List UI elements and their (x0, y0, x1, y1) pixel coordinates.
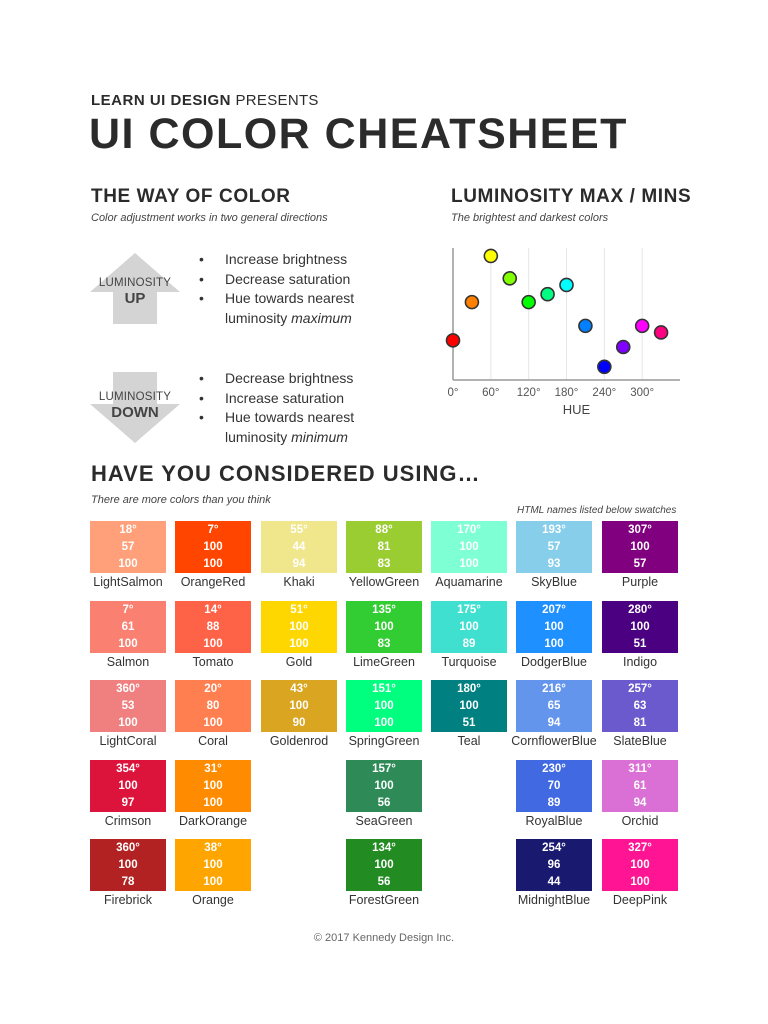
swatch-brightness: 78 (121, 876, 135, 888)
color-swatch (516, 680, 592, 732)
swatch-name: SpringGreen (348, 734, 420, 748)
swatch-name: LightSalmon (93, 575, 163, 589)
list-item: • Decrease saturation (193, 270, 354, 290)
swatch-saturation: 100 (459, 700, 479, 712)
swatch-hue: 257° (628, 683, 652, 695)
data-point (655, 326, 668, 339)
data-point (447, 334, 460, 347)
swatch-hue: 157° (372, 763, 396, 775)
swatch-brightness: 100 (118, 717, 138, 729)
swatch-brightness: 100 (203, 717, 223, 729)
luminosity-chart (430, 240, 690, 420)
swatch-saturation: 80 (206, 700, 220, 712)
swatch-saturation: 57 (547, 541, 561, 553)
swatch-name: Turquoise (441, 655, 497, 669)
swatch-saturation: 100 (118, 859, 138, 871)
swatch-hue: 360° (116, 683, 140, 695)
swatch-hue: 51° (290, 604, 308, 616)
swatch-hue: 14° (204, 604, 222, 616)
color-swatch (516, 521, 592, 573)
page-title: UI COLOR CHEATSHEET (89, 110, 628, 158)
data-point (617, 341, 630, 354)
swatch-hue: 216° (542, 683, 566, 695)
color-swatch (175, 680, 251, 732)
swatch-name: Firebrick (104, 893, 152, 907)
x-tick-label: 180° (554, 387, 579, 399)
swatch-name: Orange (192, 893, 234, 907)
swatch-saturation: 81 (377, 541, 391, 553)
color-swatch (175, 839, 251, 891)
swatch-brightness: 100 (203, 797, 223, 809)
swatch-brightness: 100 (544, 638, 564, 650)
way-of-color-heading: THE WAY OF COLOR (91, 186, 291, 207)
swatch-brightness: 100 (118, 638, 138, 650)
continuation-em: minimum (291, 428, 348, 445)
color-swatch (602, 839, 678, 891)
brand-name: LEARN UI DESIGN (91, 92, 232, 109)
swatch-brightness: 83 (377, 558, 391, 570)
swatch-name: CornflowerBlue (511, 734, 597, 748)
swatch-name: Purple (621, 575, 659, 589)
luminosity-down-big: DOWN (111, 404, 159, 421)
consider-heading: HAVE YOU CONSIDERED USING… (91, 461, 481, 486)
swatch-saturation: 100 (374, 859, 394, 871)
swatch-saturation: 100 (459, 541, 479, 553)
swatch-name: Crimson (104, 814, 152, 828)
color-swatch (346, 601, 422, 653)
way-of-color-subtitle: Color adjustment works in two general directions (91, 212, 328, 224)
list-item: • Increase saturation (193, 389, 354, 409)
swatch-saturation: 88 (206, 621, 220, 633)
color-swatch (602, 601, 678, 653)
swatch-name: OrangeRed (180, 575, 246, 589)
continuation-em: maximum (291, 309, 352, 326)
swatch-name: ForestGreen (348, 893, 420, 907)
swatch-saturation: 100 (289, 700, 309, 712)
color-swatch (90, 680, 166, 732)
x-tick-label: 0° (447, 387, 459, 399)
swatch-saturation: 100 (289, 621, 309, 633)
continuation-prefix: luminosity (225, 309, 292, 326)
swatch-brightness: 57 (633, 558, 647, 570)
swatch-saturation: 100 (203, 780, 223, 792)
luminosity-up-list (193, 250, 354, 328)
swatch-saturation: 65 (547, 700, 561, 712)
color-swatch (346, 680, 422, 732)
html-names-note: HTML names listed below swatches (517, 505, 677, 516)
swatch-brightness: 100 (374, 717, 394, 729)
swatch-hue: 7° (207, 524, 219, 536)
swatch-brightness: 51 (633, 638, 647, 650)
swatch-brightness: 94 (633, 797, 647, 809)
swatch-saturation: 57 (121, 541, 135, 553)
x-tick-label: 120° (516, 387, 541, 399)
swatch-name: Aquamarine (435, 575, 503, 589)
x-tick-label: 300° (630, 387, 655, 399)
color-swatch (346, 839, 422, 891)
color-swatch (602, 680, 678, 732)
color-swatch (431, 601, 507, 653)
list-item-continuation (193, 309, 354, 329)
color-swatch (261, 521, 337, 573)
color-swatch (516, 839, 592, 891)
swatch-name: RoyalBlue (525, 814, 583, 828)
swatch-hue: 88° (375, 524, 393, 536)
luminosity-subtitle: The brightest and darkest colors (451, 212, 609, 224)
luminosity-down-list (193, 369, 354, 447)
swatch-brightness: 100 (459, 558, 479, 570)
data-point (465, 296, 478, 309)
swatch-name: Orchid (621, 814, 659, 828)
data-point (598, 360, 611, 373)
swatch-name: Teal (457, 734, 481, 748)
swatch-hue: 175° (457, 604, 481, 616)
color-swatch (261, 601, 337, 653)
swatch-brightness: 56 (377, 876, 391, 888)
swatch-saturation: 63 (633, 700, 647, 712)
swatch-hue: 18° (119, 524, 137, 536)
swatch-brightness: 83 (377, 638, 391, 650)
color-swatch (431, 680, 507, 732)
swatch-name: Gold (285, 655, 313, 669)
swatch-brightness: 100 (203, 876, 223, 888)
swatch-name: DeepPink (612, 893, 668, 907)
swatch-brightness: 51 (462, 717, 476, 729)
x-tick-label: 60° (482, 387, 500, 399)
footer-copyright: © 2017 Kennedy Design Inc. (313, 932, 455, 944)
swatch-saturation: 100 (630, 541, 650, 553)
swatch-saturation: 53 (121, 700, 135, 712)
swatch-brightness: 100 (203, 638, 223, 650)
swatch-name: SkyBlue (531, 575, 577, 589)
swatch-brightness: 97 (121, 797, 135, 809)
swatch-brightness: 100 (289, 638, 309, 650)
swatch-saturation: 100 (374, 700, 394, 712)
swatch-hue: 134° (372, 842, 396, 854)
swatch-saturation: 100 (630, 621, 650, 633)
color-swatch (516, 760, 592, 812)
swatch-saturation: 96 (547, 859, 561, 871)
color-swatch (90, 839, 166, 891)
luminosity-heading: LUMINOSITY MAX / MINS (451, 186, 692, 207)
swatch-hue: 254° (542, 842, 566, 854)
swatch-saturation: 100 (203, 859, 223, 871)
swatch-name: YellowGreen (348, 575, 420, 589)
color-swatch (175, 760, 251, 812)
color-swatch (431, 521, 507, 573)
swatch-saturation: 100 (374, 621, 394, 633)
list-item: • Increase brightness (193, 250, 354, 270)
swatch-saturation: 61 (121, 621, 135, 633)
luminosity-down-small: LUMINOSITY (98, 391, 172, 403)
swatch-hue: 43° (290, 683, 308, 695)
luminosity-down-label (87, 391, 183, 421)
swatch-hue: 20° (204, 683, 222, 695)
swatch-name: Indigo (622, 655, 658, 669)
color-swatch (346, 521, 422, 573)
swatch-name: SlateBlue (613, 734, 667, 748)
data-point (484, 249, 497, 262)
swatch-brightness: 94 (292, 558, 306, 570)
list-item: • Hue towards nearest (193, 408, 354, 428)
color-swatch (175, 601, 251, 653)
swatch-name: MidnightBlue (517, 893, 591, 907)
swatch-hue: 354° (116, 763, 140, 775)
swatch-name: SeaGreen (355, 814, 413, 828)
luminosity-up-small: LUMINOSITY (98, 277, 172, 289)
color-swatch (90, 760, 166, 812)
color-swatch (516, 601, 592, 653)
swatch-name: LimeGreen (353, 655, 415, 669)
swatch-hue: 31° (204, 763, 222, 775)
swatch-brightness: 100 (118, 558, 138, 570)
swatch-hue: 360° (116, 842, 140, 854)
swatch-brightness: 89 (462, 638, 476, 650)
data-point (522, 296, 535, 309)
swatch-name: DodgerBlue (520, 655, 587, 669)
swatch-brightness: 100 (203, 558, 223, 570)
list-item: • Decrease brightness (193, 369, 354, 389)
swatch-name: LightCoral (99, 734, 157, 748)
continuation-prefix: luminosity (225, 428, 292, 445)
swatch-brightness: 81 (633, 717, 647, 729)
swatch-hue: 38° (204, 842, 222, 854)
swatch-saturation: 100 (459, 621, 479, 633)
swatch-hue: 151° (372, 683, 396, 695)
color-swatch (175, 521, 251, 573)
swatch-brightness: 100 (630, 876, 650, 888)
swatch-saturation: 100 (203, 541, 223, 553)
swatch-hue: 207° (542, 604, 566, 616)
x-tick-label: 240° (592, 387, 617, 399)
swatch-name: Salmon (106, 655, 150, 669)
swatch-saturation: 61 (633, 780, 647, 792)
color-swatch (90, 521, 166, 573)
swatch-name: Khaki (283, 575, 315, 589)
luminosity-up-big: UP (124, 290, 146, 307)
swatch-hue: 7° (122, 604, 134, 616)
color-swatch (90, 601, 166, 653)
color-swatch (346, 760, 422, 812)
swatch-brightness: 44 (547, 876, 561, 888)
swatch-hue: 230° (542, 763, 566, 775)
swatch-saturation: 70 (547, 780, 561, 792)
swatch-brightness: 93 (547, 558, 561, 570)
swatch-hue: 307° (628, 524, 652, 536)
swatch-hue: 180° (457, 683, 481, 695)
swatch-name: Goldenrod (269, 734, 329, 748)
list-item-continuation (193, 428, 354, 448)
data-point (503, 272, 516, 285)
luminosity-up-label (87, 277, 183, 307)
swatch-saturation: 44 (292, 541, 306, 553)
color-swatch (261, 680, 337, 732)
list-item: • Hue towards nearest (193, 289, 354, 309)
swatch-hue: 55° (290, 524, 308, 536)
consider-subtitle: There are more colors than you think (91, 494, 271, 506)
swatch-saturation: 100 (630, 859, 650, 871)
swatch-hue: 280° (628, 604, 652, 616)
data-point (636, 319, 649, 332)
swatch-brightness: 90 (292, 717, 306, 729)
data-point (541, 288, 554, 301)
swatch-name: Tomato (192, 655, 234, 669)
swatch-brightness: 89 (547, 797, 561, 809)
swatch-saturation: 100 (118, 780, 138, 792)
swatch-brightness: 94 (547, 717, 561, 729)
swatch-name: Coral (198, 734, 228, 748)
swatch-hue: 327° (628, 842, 652, 854)
presents-line (91, 92, 319, 109)
swatch-name: DarkOrange (178, 814, 248, 828)
presents-word: PRESENTS (235, 92, 319, 109)
swatch-hue: 135° (372, 604, 396, 616)
color-swatch (602, 760, 678, 812)
swatch-saturation: 100 (544, 621, 564, 633)
swatch-hue: 170° (457, 524, 481, 536)
swatch-brightness: 56 (377, 797, 391, 809)
color-swatch (602, 521, 678, 573)
swatch-hue: 193° (542, 524, 566, 536)
luminosity-up-arrow (87, 250, 183, 330)
data-point (560, 278, 573, 291)
x-axis-label: HUE (562, 402, 591, 417)
data-point (579, 319, 592, 332)
swatch-hue: 311° (628, 763, 652, 775)
swatch-saturation: 100 (374, 780, 394, 792)
luminosity-down-arrow (87, 369, 183, 449)
